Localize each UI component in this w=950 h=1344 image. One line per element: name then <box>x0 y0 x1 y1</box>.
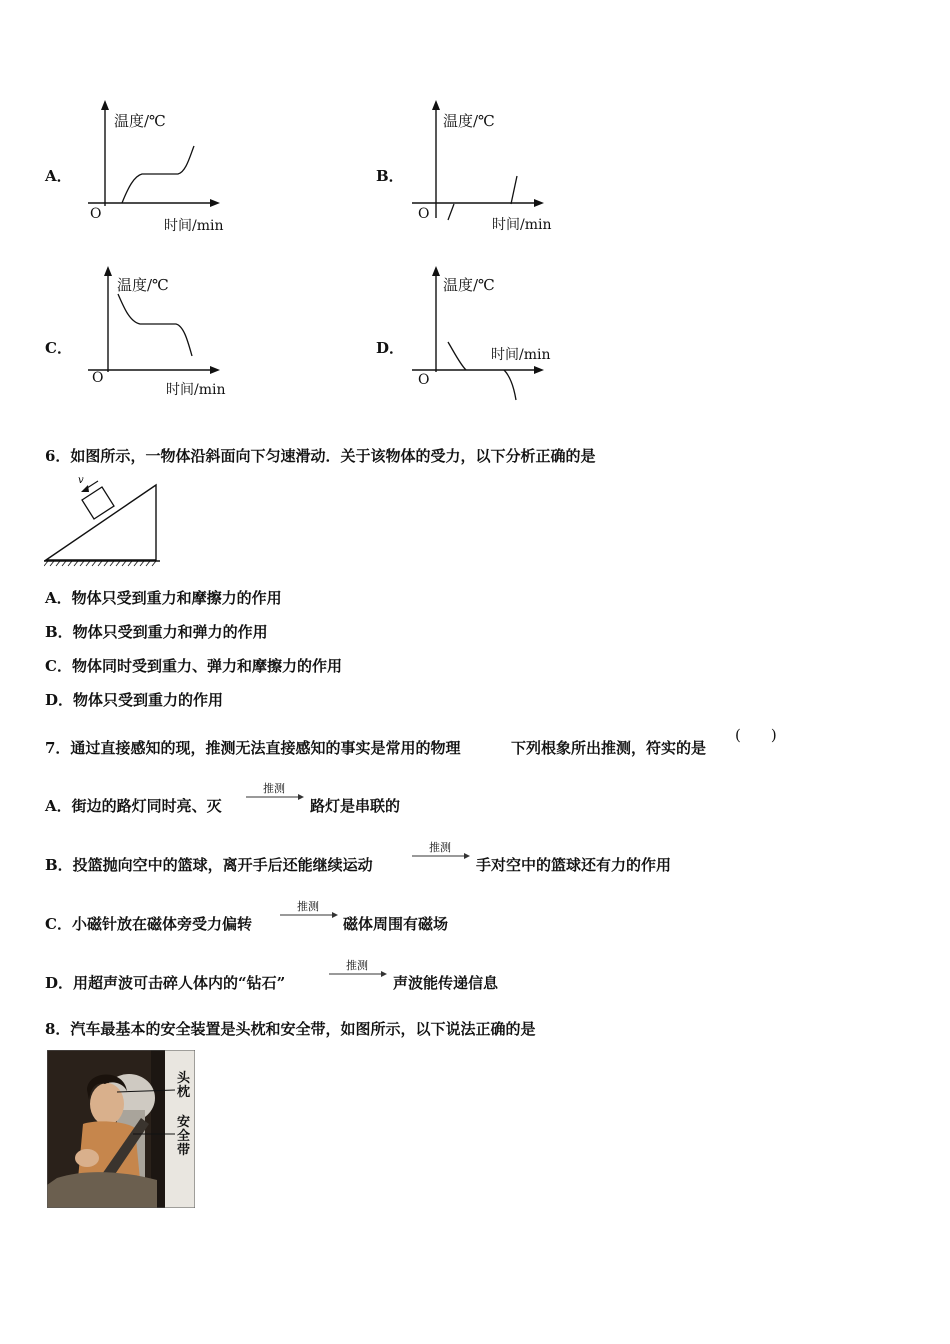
arrow-label: 推测 <box>263 782 285 795</box>
option-letter: A． <box>45 167 72 185</box>
origin-label: O <box>418 206 430 222</box>
arrow-label: 推测 <box>346 959 368 972</box>
q6-option-c[interactable]: C．物体同时受到重力、弹力和摩擦力的作用 <box>45 657 342 675</box>
question-7-stem: 7．通过直接感知的现，推测无法直接感知的事实是常用的物理 <box>45 739 461 757</box>
origin-label: O <box>418 372 430 388</box>
conclusion-text: 路灯是串联的 <box>310 797 401 815</box>
premise-text: C．小磁针放在磁体旁受力偏转 <box>45 915 252 933</box>
conclusion-text: 声波能传递信息 <box>393 974 499 992</box>
q6-option-b[interactable]: B．物体只受到重力和弹力的作用 <box>45 623 268 641</box>
infer-arrow <box>329 957 389 979</box>
q6-option-a[interactable]: A．物体只受到重力和摩擦力的作用 <box>45 589 282 607</box>
origin-label: O <box>90 206 102 222</box>
y-axis-label: 温度/℃ <box>443 276 495 294</box>
conclusion-text: 磁体周围有磁场 <box>343 915 449 933</box>
x-axis-label: 时间/min <box>491 347 551 363</box>
infer-arrow <box>412 839 472 861</box>
y-axis-label: 温度/℃ <box>117 276 169 294</box>
car-safety-photo <box>47 1050 195 1208</box>
option-letter: C． <box>45 339 72 357</box>
premise-text: D．用超声波可击碎人体内的“钻石” <box>45 974 286 992</box>
velocity-label: v <box>78 475 84 486</box>
conclusion-text: 手对空中的篮球还有力的作用 <box>476 856 672 874</box>
x-axis-label: 时间/min <box>492 217 552 233</box>
seatbelt-label: 安全带 <box>177 1115 191 1158</box>
x-axis-label: 时间/min <box>166 382 226 398</box>
question-7-stem-tail: 下列根象所出推测，符实的是 <box>511 739 707 757</box>
y-axis-label: 温度/℃ <box>443 112 495 130</box>
question-8-stem: 8．汽车最基本的安全装置是头枕和安全带，如图所示，以下说法正确的是 <box>45 1020 536 1038</box>
premise-text: A．街边的路灯同时亮、灭 <box>45 797 222 815</box>
premise-text: B．投篮抛向空中的篮球，离开手后还能继续运动 <box>45 856 373 874</box>
incline-figure <box>44 473 164 568</box>
q6-option-d[interactable]: D．物体只受到重力的作用 <box>45 691 224 709</box>
option-letter: B． <box>376 167 404 185</box>
arrow-label: 推测 <box>297 900 319 913</box>
headrest-label: 头枕 <box>177 1071 191 1100</box>
infer-arrow <box>280 898 340 920</box>
origin-label: O <box>92 370 104 386</box>
arrow-label: 推测 <box>429 841 451 854</box>
x-axis-label: 时间/min <box>164 218 224 234</box>
answer-bracket[interactable]: ( ) <box>735 726 777 744</box>
infer-arrow <box>246 780 306 802</box>
question-6-stem: 6．如图所示，一物体沿斜面向下匀速滑动．关于该物体的受力，以下分析正确的是 <box>45 447 596 465</box>
option-letter: D． <box>376 339 405 357</box>
y-axis-label: 温度/℃ <box>114 112 166 130</box>
